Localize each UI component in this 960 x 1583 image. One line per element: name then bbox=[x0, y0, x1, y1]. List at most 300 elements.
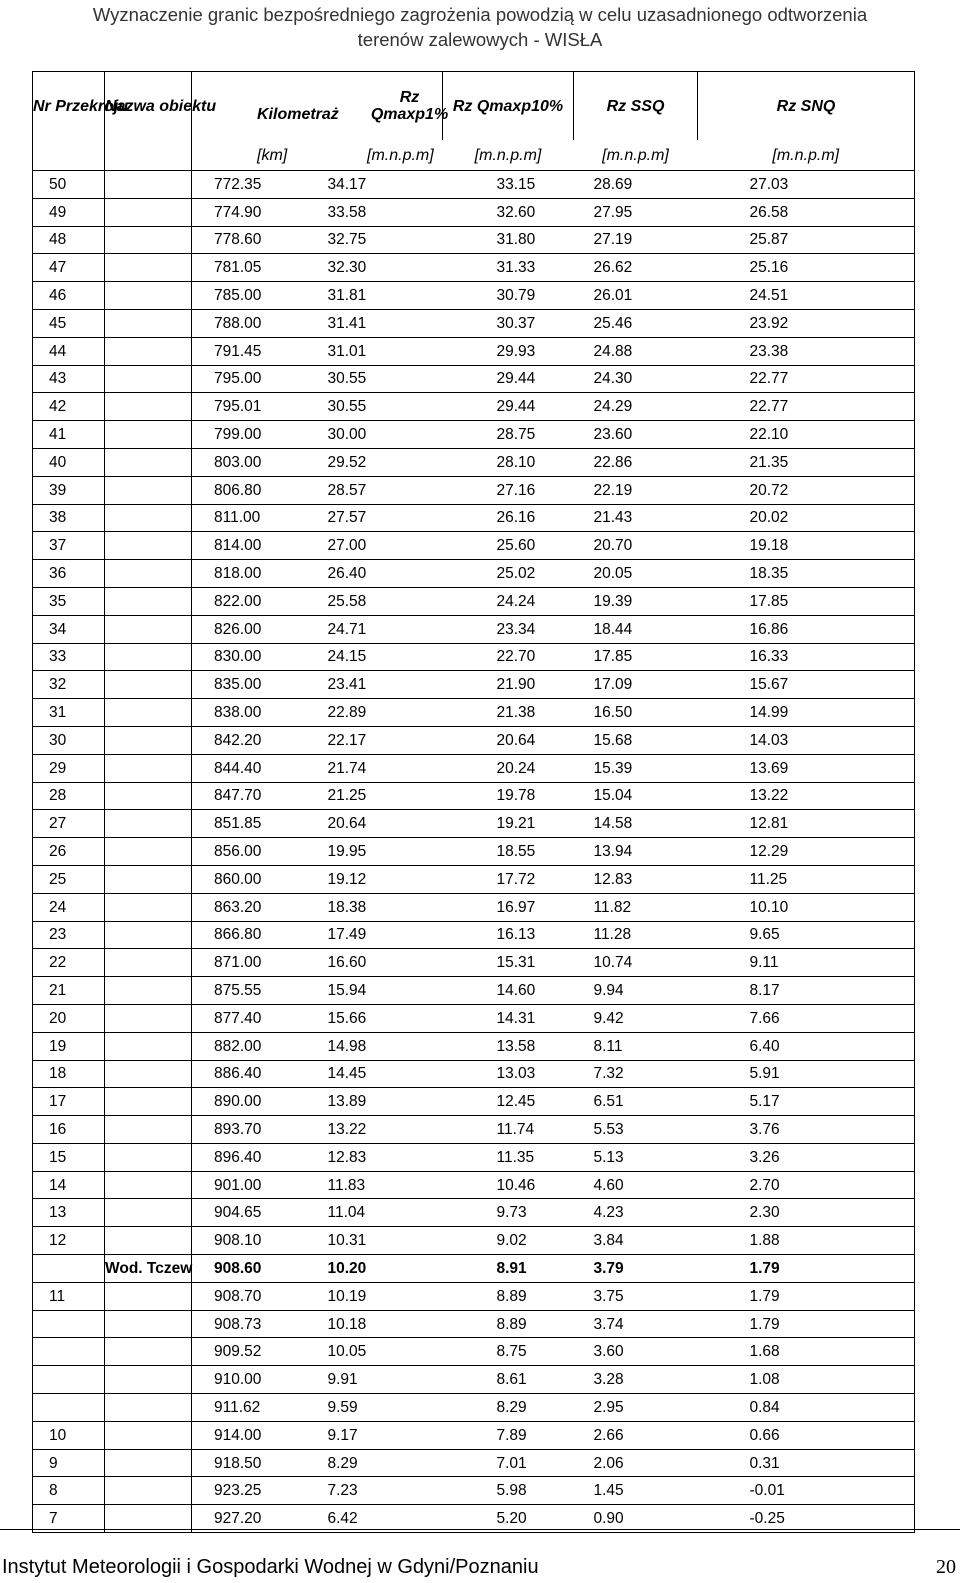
data-table-container bbox=[32, 71, 914, 1533]
cell-ssq: 3.28 bbox=[574, 1366, 698, 1394]
cell-km: 847.70 bbox=[192, 782, 276, 810]
cell-km: 904.65 bbox=[192, 1199, 276, 1227]
unit-nr bbox=[33, 140, 105, 171]
cell-q10: 32.60 bbox=[443, 198, 574, 226]
cell-nr: 44 bbox=[33, 337, 105, 365]
cell-q1: 13.22 bbox=[276, 1116, 443, 1144]
table-row bbox=[33, 1255, 915, 1283]
cell-ssq: 1.45 bbox=[574, 1477, 698, 1505]
cell-km: 772.35 bbox=[192, 171, 276, 199]
cell-km: 882.00 bbox=[192, 1032, 276, 1060]
unit-snq: [m.n.p.m] bbox=[698, 140, 915, 171]
table-row bbox=[33, 254, 915, 282]
cell-km: 791.45 bbox=[192, 337, 276, 365]
table-row bbox=[33, 1282, 915, 1310]
cell-nr: 10 bbox=[33, 1421, 105, 1449]
cell-q1: 25.58 bbox=[276, 587, 443, 615]
cell-snq: 9.11 bbox=[698, 949, 915, 977]
cell-ssq: 0.90 bbox=[574, 1505, 698, 1533]
cell-q1: 14.98 bbox=[276, 1032, 443, 1060]
cell-nr bbox=[33, 1394, 105, 1422]
cell-nazwa bbox=[105, 810, 192, 838]
cell-q1: 10.18 bbox=[276, 1310, 443, 1338]
cell-snq: 23.38 bbox=[698, 337, 915, 365]
table-row bbox=[33, 977, 915, 1005]
cell-nr: 36 bbox=[33, 560, 105, 588]
cell-nazwa bbox=[105, 1310, 192, 1338]
table-row bbox=[33, 1421, 915, 1449]
cell-q1: 18.38 bbox=[276, 893, 443, 921]
col-header-snq: Rz SNQ bbox=[698, 72, 915, 141]
cell-nr: 34 bbox=[33, 615, 105, 643]
cell-nr: 7 bbox=[33, 1505, 105, 1533]
cell-km: 866.80 bbox=[192, 921, 276, 949]
cell-q1: 29.52 bbox=[276, 448, 443, 476]
cell-km: 886.40 bbox=[192, 1060, 276, 1088]
cell-snq: 19.18 bbox=[698, 532, 915, 560]
cell-nr: 17 bbox=[33, 1088, 105, 1116]
cell-nr: 31 bbox=[33, 699, 105, 727]
cell-km: 838.00 bbox=[192, 699, 276, 727]
cell-nr: 15 bbox=[33, 1143, 105, 1171]
cell-km: 806.80 bbox=[192, 476, 276, 504]
cell-nazwa bbox=[105, 198, 192, 226]
table-row bbox=[33, 1004, 915, 1032]
cell-snq: 0.84 bbox=[698, 1394, 915, 1422]
cell-nr: 45 bbox=[33, 309, 105, 337]
cell-nazwa bbox=[105, 393, 192, 421]
cell-snq: 5.17 bbox=[698, 1088, 915, 1116]
cell-nr: 24 bbox=[33, 893, 105, 921]
cell-ssq: 10.74 bbox=[574, 949, 698, 977]
unit-q10: [m.n.p.m] bbox=[443, 140, 574, 171]
cell-nazwa bbox=[105, 587, 192, 615]
cell-nr: 18 bbox=[33, 1060, 105, 1088]
cell-q10: 16.13 bbox=[443, 921, 574, 949]
cell-nazwa bbox=[105, 671, 192, 699]
cell-ssq: 15.39 bbox=[574, 754, 698, 782]
cell-ssq: 17.85 bbox=[574, 643, 698, 671]
cell-nazwa bbox=[105, 254, 192, 282]
cell-q10: 7.01 bbox=[443, 1449, 574, 1477]
cell-q10: 14.60 bbox=[443, 977, 574, 1005]
table-row bbox=[33, 560, 915, 588]
cell-ssq: 24.30 bbox=[574, 365, 698, 393]
table-row bbox=[33, 726, 915, 754]
unit-ssq: [m.n.p.m] bbox=[574, 140, 698, 171]
cell-nazwa bbox=[105, 726, 192, 754]
cell-snq: 10.10 bbox=[698, 893, 915, 921]
table-row bbox=[33, 309, 915, 337]
cell-q1: 6.42 bbox=[276, 1505, 443, 1533]
cell-nr: 20 bbox=[33, 1004, 105, 1032]
cell-nazwa bbox=[105, 1032, 192, 1060]
cell-nazwa bbox=[105, 893, 192, 921]
col-header-q1: Rz Qmaxp1% bbox=[370, 89, 449, 123]
cell-snq: 0.66 bbox=[698, 1421, 915, 1449]
cell-q10: 7.89 bbox=[443, 1421, 574, 1449]
cell-nr: 23 bbox=[33, 921, 105, 949]
cell-q10: 8.89 bbox=[443, 1282, 574, 1310]
cell-km: 851.85 bbox=[192, 810, 276, 838]
cell-snq: 11.25 bbox=[698, 865, 915, 893]
cell-nazwa bbox=[105, 560, 192, 588]
cell-snq: 12.81 bbox=[698, 810, 915, 838]
unit-nazwa bbox=[105, 140, 192, 171]
cell-nr bbox=[33, 1255, 105, 1283]
cell-q1: 7.23 bbox=[276, 1477, 443, 1505]
col-header-km: Kilometraż bbox=[257, 106, 339, 123]
cell-km: 911.62 bbox=[192, 1394, 276, 1422]
cell-q10: 28.75 bbox=[443, 421, 574, 449]
table-row bbox=[33, 1032, 915, 1060]
cell-q10: 20.24 bbox=[443, 754, 574, 782]
table-row bbox=[33, 171, 915, 199]
cell-q10: 23.34 bbox=[443, 615, 574, 643]
cell-q10: 8.75 bbox=[443, 1338, 574, 1366]
cell-nazwa bbox=[105, 1199, 192, 1227]
table-row bbox=[33, 810, 915, 838]
col-header-ssq: Rz SSQ bbox=[574, 72, 698, 141]
cell-q1: 34.17 bbox=[276, 171, 443, 199]
cell-ssq: 20.70 bbox=[574, 532, 698, 560]
cell-q10: 21.90 bbox=[443, 671, 574, 699]
cell-snq: 17.85 bbox=[698, 587, 915, 615]
cell-snq: 1.79 bbox=[698, 1282, 915, 1310]
cell-q1: 19.95 bbox=[276, 838, 443, 866]
cell-ssq: 28.69 bbox=[574, 171, 698, 199]
table-row bbox=[33, 421, 915, 449]
cell-ssq: 23.60 bbox=[574, 421, 698, 449]
table-row bbox=[33, 393, 915, 421]
cell-snq: 8.17 bbox=[698, 977, 915, 1005]
cell-nr: 25 bbox=[33, 865, 105, 893]
cell-nr: 11 bbox=[33, 1282, 105, 1310]
cell-q10: 5.20 bbox=[443, 1505, 574, 1533]
cell-q10: 19.78 bbox=[443, 782, 574, 810]
cell-snq: 23.92 bbox=[698, 309, 915, 337]
cell-q1: 28.57 bbox=[276, 476, 443, 504]
cell-km: 923.25 bbox=[192, 1477, 276, 1505]
table-row bbox=[33, 1366, 915, 1394]
cell-km: 910.00 bbox=[192, 1366, 276, 1394]
cell-nr: 26 bbox=[33, 838, 105, 866]
cell-nr: 47 bbox=[33, 254, 105, 282]
footer-divider bbox=[0, 1529, 960, 1530]
col-header-nr: Nr Przekroju bbox=[33, 72, 105, 141]
cell-nr bbox=[33, 1310, 105, 1338]
cell-ssq: 24.29 bbox=[574, 393, 698, 421]
cell-km: 778.60 bbox=[192, 226, 276, 254]
cell-km: 856.00 bbox=[192, 838, 276, 866]
cell-nazwa bbox=[105, 504, 192, 532]
cell-q1: 30.00 bbox=[276, 421, 443, 449]
cell-km: 799.00 bbox=[192, 421, 276, 449]
cell-ssq: 4.60 bbox=[574, 1171, 698, 1199]
cell-q10: 31.80 bbox=[443, 226, 574, 254]
table-row bbox=[33, 893, 915, 921]
cell-nazwa bbox=[105, 1227, 192, 1255]
cell-km: 927.20 bbox=[192, 1505, 276, 1533]
cell-nr: 43 bbox=[33, 365, 105, 393]
table-row bbox=[33, 1171, 915, 1199]
cell-q10: 19.21 bbox=[443, 810, 574, 838]
cell-km: 914.00 bbox=[192, 1421, 276, 1449]
cell-q10: 11.74 bbox=[443, 1116, 574, 1144]
cell-snq: 26.58 bbox=[698, 198, 915, 226]
cell-ssq: 19.39 bbox=[574, 587, 698, 615]
cell-q1: 19.12 bbox=[276, 865, 443, 893]
cell-ssq: 3.75 bbox=[574, 1282, 698, 1310]
table-row bbox=[33, 1449, 915, 1477]
cell-q1: 22.89 bbox=[276, 699, 443, 727]
cell-snq: 1.79 bbox=[698, 1255, 915, 1283]
table-row bbox=[33, 1477, 915, 1505]
cell-q10: 26.16 bbox=[443, 504, 574, 532]
cell-km: 908.70 bbox=[192, 1282, 276, 1310]
cell-nr: 12 bbox=[33, 1227, 105, 1255]
table-row bbox=[33, 754, 915, 782]
cell-nazwa bbox=[105, 699, 192, 727]
cell-ssq: 22.86 bbox=[574, 448, 698, 476]
table-row bbox=[33, 476, 915, 504]
cell-km: 863.20 bbox=[192, 893, 276, 921]
cell-snq: 13.22 bbox=[698, 782, 915, 810]
cell-ssq: 20.05 bbox=[574, 560, 698, 588]
cell-q1: 31.81 bbox=[276, 282, 443, 310]
cell-nazwa bbox=[105, 1338, 192, 1366]
cell-q1: 21.74 bbox=[276, 754, 443, 782]
cell-snq: 22.77 bbox=[698, 393, 915, 421]
cell-q10: 18.55 bbox=[443, 838, 574, 866]
cell-q1: 24.15 bbox=[276, 643, 443, 671]
header-title-line2: terenów zalewowych - WISŁA bbox=[357, 29, 603, 50]
cell-q10: 8.89 bbox=[443, 1310, 574, 1338]
cell-nr: 13 bbox=[33, 1199, 105, 1227]
cell-nr: 48 bbox=[33, 226, 105, 254]
cell-q10: 10.46 bbox=[443, 1171, 574, 1199]
cell-snq: 14.03 bbox=[698, 726, 915, 754]
cell-q10: 17.72 bbox=[443, 865, 574, 893]
cell-q1: 31.01 bbox=[276, 337, 443, 365]
cell-km: 795.01 bbox=[192, 393, 276, 421]
cell-q10: 8.29 bbox=[443, 1394, 574, 1422]
cell-q1: 15.66 bbox=[276, 1004, 443, 1032]
cell-nazwa bbox=[105, 1366, 192, 1394]
cell-km: 835.00 bbox=[192, 671, 276, 699]
cell-km: 844.40 bbox=[192, 754, 276, 782]
cell-q1: 14.45 bbox=[276, 1060, 443, 1088]
cell-q1: 27.57 bbox=[276, 504, 443, 532]
cell-q1: 32.75 bbox=[276, 226, 443, 254]
table-row bbox=[33, 921, 915, 949]
cell-ssq: 13.94 bbox=[574, 838, 698, 866]
cell-q10: 9.02 bbox=[443, 1227, 574, 1255]
cell-nazwa bbox=[105, 337, 192, 365]
cell-snq: -0.01 bbox=[698, 1477, 915, 1505]
cell-nr: 49 bbox=[33, 198, 105, 226]
cell-nazwa bbox=[105, 365, 192, 393]
cell-nr: 41 bbox=[33, 421, 105, 449]
cell-ssq: 11.28 bbox=[574, 921, 698, 949]
cell-ssq: 26.01 bbox=[574, 282, 698, 310]
table-row bbox=[33, 1088, 915, 1116]
cell-q1: 27.00 bbox=[276, 532, 443, 560]
cell-ssq: 17.09 bbox=[574, 671, 698, 699]
cell-km: 908.10 bbox=[192, 1227, 276, 1255]
cell-q1: 10.20 bbox=[276, 1255, 443, 1283]
table-row bbox=[33, 337, 915, 365]
cell-nazwa bbox=[105, 615, 192, 643]
cell-q1: 30.55 bbox=[276, 393, 443, 421]
cell-km: 893.70 bbox=[192, 1116, 276, 1144]
cell-q10: 24.24 bbox=[443, 587, 574, 615]
cell-ssq: 7.32 bbox=[574, 1060, 698, 1088]
cell-nazwa bbox=[105, 1143, 192, 1171]
cell-nazwa bbox=[105, 1421, 192, 1449]
cell-km: 814.00 bbox=[192, 532, 276, 560]
table-row bbox=[33, 226, 915, 254]
cell-nazwa bbox=[105, 1060, 192, 1088]
cell-nazwa bbox=[105, 532, 192, 560]
cell-nazwa bbox=[105, 448, 192, 476]
cell-snq: 18.35 bbox=[698, 560, 915, 588]
cell-km: 908.73 bbox=[192, 1310, 276, 1338]
cell-q1: 22.17 bbox=[276, 726, 443, 754]
cell-snq: 16.33 bbox=[698, 643, 915, 671]
cell-q10: 15.31 bbox=[443, 949, 574, 977]
cell-q10: 21.38 bbox=[443, 699, 574, 727]
cell-snq: 13.69 bbox=[698, 754, 915, 782]
cell-q10: 20.64 bbox=[443, 726, 574, 754]
col-header-nazwa: Nazwa obiektu bbox=[105, 72, 192, 141]
cell-nazwa bbox=[105, 1171, 192, 1199]
cell-q10: 25.60 bbox=[443, 532, 574, 560]
cell-ssq: 2.66 bbox=[574, 1421, 698, 1449]
table-row bbox=[33, 1338, 915, 1366]
cell-ssq: 25.46 bbox=[574, 309, 698, 337]
cell-ssq: 9.94 bbox=[574, 977, 698, 1005]
cell-q10: 22.70 bbox=[443, 643, 574, 671]
cell-km: 877.40 bbox=[192, 1004, 276, 1032]
cell-km: 909.52 bbox=[192, 1338, 276, 1366]
cell-nr bbox=[33, 1338, 105, 1366]
cell-ssq: 22.19 bbox=[574, 476, 698, 504]
cell-nr: 14 bbox=[33, 1171, 105, 1199]
table-row bbox=[33, 448, 915, 476]
table-row bbox=[33, 1060, 915, 1088]
cell-snq: 1.79 bbox=[698, 1310, 915, 1338]
page-number: 20 bbox=[936, 1556, 956, 1578]
cell-q10: 13.03 bbox=[443, 1060, 574, 1088]
cell-q1: 9.17 bbox=[276, 1421, 443, 1449]
cell-snq: 5.91 bbox=[698, 1060, 915, 1088]
cell-q10: 30.79 bbox=[443, 282, 574, 310]
cell-ssq: 2.06 bbox=[574, 1449, 698, 1477]
cell-q10: 8.91 bbox=[443, 1255, 574, 1283]
cell-snq: 0.31 bbox=[698, 1449, 915, 1477]
table-row bbox=[33, 782, 915, 810]
cell-snq: 9.65 bbox=[698, 921, 915, 949]
cell-nazwa bbox=[105, 643, 192, 671]
cell-ssq: 3.79 bbox=[574, 1255, 698, 1283]
cell-ssq: 5.53 bbox=[574, 1116, 698, 1144]
cell-q1: 21.25 bbox=[276, 782, 443, 810]
cell-nazwa: Wod. Tczew bbox=[105, 1255, 192, 1283]
cell-nazwa bbox=[105, 476, 192, 504]
cell-snq: 16.86 bbox=[698, 615, 915, 643]
page-header bbox=[0, 2, 960, 52]
cell-nr: 40 bbox=[33, 448, 105, 476]
table-row bbox=[33, 504, 915, 532]
cell-nazwa bbox=[105, 282, 192, 310]
cell-q1: 30.55 bbox=[276, 365, 443, 393]
table-row bbox=[33, 949, 915, 977]
cell-nazwa bbox=[105, 865, 192, 893]
col-header-q10: Rz Qmaxp10% bbox=[443, 72, 574, 141]
cell-nr: 32 bbox=[33, 671, 105, 699]
cell-km: 842.20 bbox=[192, 726, 276, 754]
cell-q1: 17.49 bbox=[276, 921, 443, 949]
cell-km: 785.00 bbox=[192, 282, 276, 310]
table-row bbox=[33, 699, 915, 727]
cell-nr: 37 bbox=[33, 532, 105, 560]
cell-q1: 23.41 bbox=[276, 671, 443, 699]
cell-snq: 22.10 bbox=[698, 421, 915, 449]
cell-nazwa bbox=[105, 1116, 192, 1144]
table-row bbox=[33, 838, 915, 866]
cell-q1: 16.60 bbox=[276, 949, 443, 977]
table-row bbox=[33, 615, 915, 643]
cell-nazwa bbox=[105, 171, 192, 199]
cell-km: 811.00 bbox=[192, 504, 276, 532]
cell-snq: 25.87 bbox=[698, 226, 915, 254]
cell-ssq: 26.62 bbox=[574, 254, 698, 282]
cell-q1: 15.94 bbox=[276, 977, 443, 1005]
cell-ssq: 3.60 bbox=[574, 1338, 698, 1366]
cell-q10: 29.44 bbox=[443, 365, 574, 393]
cell-nr: 21 bbox=[33, 977, 105, 1005]
cell-nr: 46 bbox=[33, 282, 105, 310]
cell-q10: 33.15 bbox=[443, 171, 574, 199]
cell-q10: 16.97 bbox=[443, 893, 574, 921]
cell-nazwa bbox=[105, 1088, 192, 1116]
cell-snq: 27.03 bbox=[698, 171, 915, 199]
cell-q1: 9.59 bbox=[276, 1394, 443, 1422]
cell-q10: 13.58 bbox=[443, 1032, 574, 1060]
cell-nr: 39 bbox=[33, 476, 105, 504]
cell-q1: 9.91 bbox=[276, 1366, 443, 1394]
cell-snq: 15.67 bbox=[698, 671, 915, 699]
cell-ssq: 9.42 bbox=[574, 1004, 698, 1032]
cell-snq: 1.08 bbox=[698, 1366, 915, 1394]
cell-q10: 11.35 bbox=[443, 1143, 574, 1171]
cell-q10: 5.98 bbox=[443, 1477, 574, 1505]
cell-ssq: 2.95 bbox=[574, 1394, 698, 1422]
cell-km: 875.55 bbox=[192, 977, 276, 1005]
cell-nazwa bbox=[105, 309, 192, 337]
cell-km: 818.00 bbox=[192, 560, 276, 588]
unit-km: [km] bbox=[257, 146, 288, 164]
cell-km: 871.00 bbox=[192, 949, 276, 977]
cell-ssq: 15.68 bbox=[574, 726, 698, 754]
cell-km: 774.90 bbox=[192, 198, 276, 226]
cell-ssq: 16.50 bbox=[574, 699, 698, 727]
cell-nazwa bbox=[105, 1394, 192, 1422]
cell-snq: 22.77 bbox=[698, 365, 915, 393]
table-row bbox=[33, 1199, 915, 1227]
cell-q10: 28.10 bbox=[443, 448, 574, 476]
